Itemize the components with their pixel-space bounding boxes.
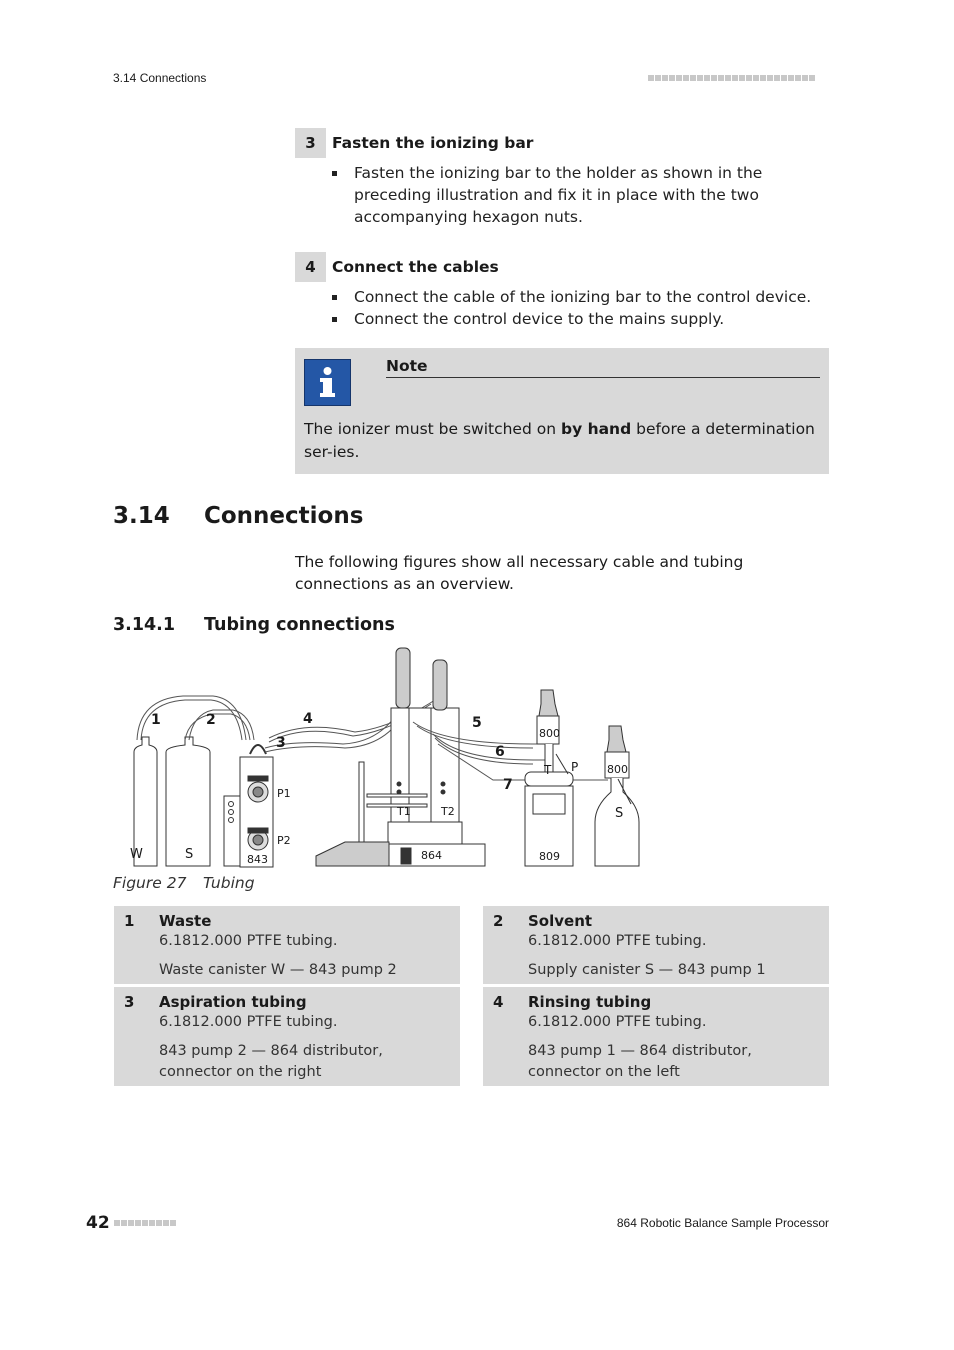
legend-left-column — [114, 906, 460, 1086]
label-t1: T1 — [397, 805, 411, 818]
legend-item-waste: 1 Waste 6.1812.000 PTFE tubing. Waste canister W — 843 pump 2 — [114, 906, 460, 984]
label-809: 809 — [539, 850, 560, 863]
figure-callout-3: 3 — [276, 735, 286, 751]
label-solvent: S — [185, 847, 194, 862]
bullet-item: Connect the control device to the mains supply. — [332, 308, 829, 330]
label-800-left: 800 — [539, 727, 560, 740]
label-p: P — [571, 760, 579, 774]
page-number: 42 — [86, 1213, 110, 1233]
figure-callout-6: 6 — [495, 744, 505, 760]
figure-caption: Figure 27 Tubing — [113, 874, 255, 892]
figure-callout-1: 1 — [151, 712, 161, 728]
label-800-right: 800 — [607, 763, 628, 776]
info-icon — [304, 359, 351, 406]
step-3 — [295, 128, 829, 228]
figure-callout-2: 2 — [206, 712, 216, 728]
note-text: The ionizer must be switched on by hand before a determination ser-ies. — [304, 420, 815, 461]
bullet-item: Connect the cable of the ionizing bar to the control device. — [332, 286, 829, 308]
legend-item-aspiration: 3 Aspiration tubing 6.1812.000 PTFE tubing. 843 pump 2 — 864 distributor, connector on the right — [114, 987, 460, 1086]
footer-product: 864 Robotic Balance Sample Processor — [616, 1216, 829, 1230]
figure-callout-4: 4 — [303, 711, 313, 727]
note-title: Note — [386, 357, 820, 378]
pump-843 — [224, 745, 273, 867]
figure-callout-5: 5 — [472, 715, 482, 731]
label-p2: P2 — [277, 834, 291, 847]
footer-decoration — [114, 1220, 176, 1226]
label-t2: T2 — [441, 805, 455, 818]
label-t: T — [544, 763, 552, 777]
label-864: 864 — [421, 849, 442, 862]
step-title: Connect the cables — [332, 258, 499, 276]
distributor-864 — [316, 648, 485, 866]
note-box — [295, 348, 829, 474]
step-number: 3 — [295, 128, 326, 158]
label-p1: P1 — [277, 787, 291, 800]
step-4 — [295, 252, 829, 330]
section-intro: The following figures show all necessary cable and tubing connections as an overview. — [295, 553, 744, 593]
header-decoration — [648, 75, 815, 81]
supply-bottle — [595, 726, 639, 866]
step-title: Fasten the ionizing bar — [332, 134, 534, 152]
label-waste: W — [130, 847, 143, 862]
figure-callout-7: 7 — [503, 777, 513, 793]
bullet-item: Fasten the ionizing bar to the holder as shown in the preceding illustration and fix it in place with the two accompanying hexagon nuts. — [332, 162, 829, 228]
tubing-diagram — [113, 644, 653, 872]
label-843: 843 — [247, 853, 268, 866]
step-number: 4 — [295, 252, 326, 282]
legend-right-column — [483, 906, 829, 1086]
legend-item-solvent: 2 Solvent 6.1812.000 PTFE tubing. Supply canister S — 843 pump 1 — [483, 906, 829, 984]
label-s-bottle: S — [615, 806, 624, 821]
legend-item-rinsing: 4 Rinsing tubing 6.1812.000 PTFE tubing. 843 pump 1 — 864 distributor, connector on the left — [483, 987, 829, 1086]
section-heading: 3.14 Connections — [113, 503, 364, 529]
titrando-809 — [525, 690, 573, 866]
running-header: 3.14 Connections — [113, 71, 207, 85]
subsection-heading: 3.14.1 Tubing connections — [113, 615, 395, 635]
